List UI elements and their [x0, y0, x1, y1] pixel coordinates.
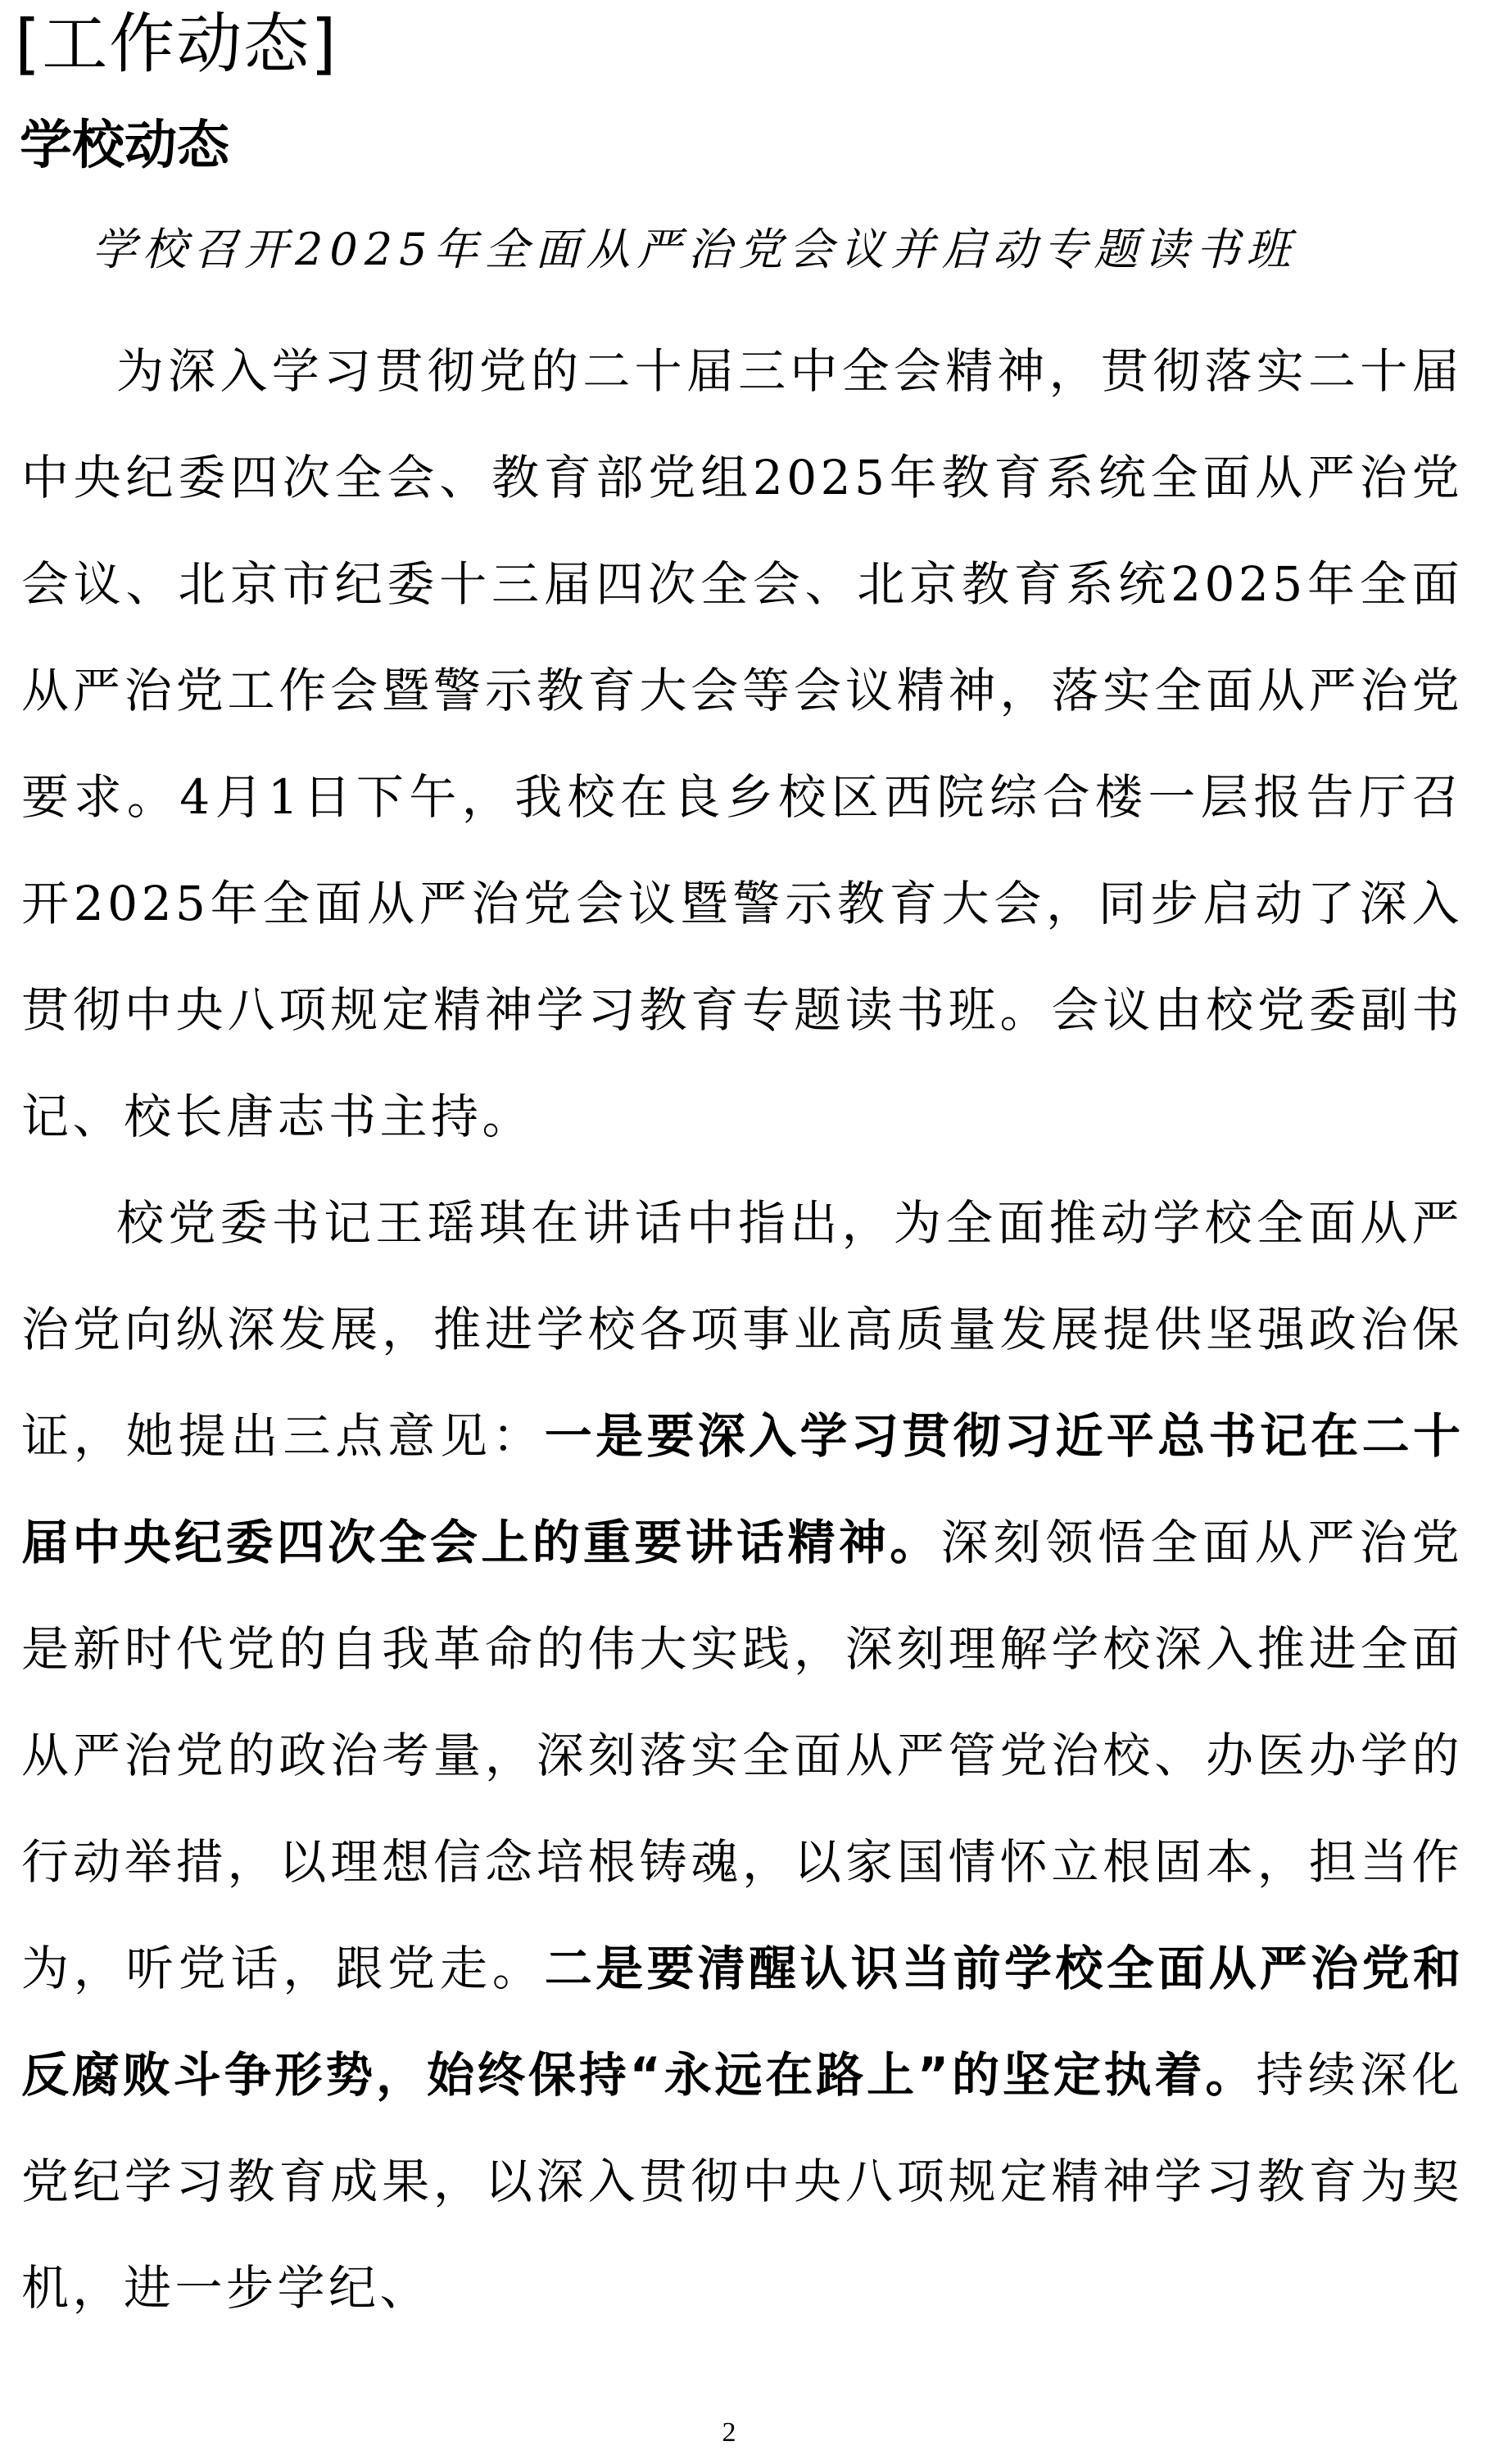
- point-1-heading: 一是要深入学习贯彻习近平总书记在二十届中央纪委四次全会上的重要讲话精神。: [21, 1408, 1463, 1570]
- point-2-text: 持续深化党纪学习教育成果，以深入贯彻中央八项规定精神学习教育为契机，进一步学纪、: [21, 2047, 1463, 2316]
- page-number: 2: [722, 2417, 736, 2448]
- article-title: 学校召开2025年全面从严治党会议并启动专题读书班: [92, 224, 1297, 275]
- article-body: [21, 318, 1463, 2341]
- paragraph-1: 为深入学习贯彻党的二十届三中全会精神，贯彻落实二十届中央纪委四次全会、教育部党组2025年教育系统全面从严治党会议、北京市纪委十三届四次全会、北京教育系统2025年全面从严治党工作会暨警示教育大会等会议精神，落实全面从严治党要求。4月1日下午，我校在良乡校区西院综合楼一层报告厅召开2025年全面从严治党会议暨警示教育大会，同步启动了深入贯彻中央八项规定精神学习教育专题读书班。会议由校党委副书记、校长唐志书主持。: [21, 343, 1463, 1144]
- section-tag: [工作动态]: [15, 6, 338, 82]
- point-1-text: 深刻领悟全面从严治党是新时代党的自我革命的伟大实践，深刻理解学校深入推进全面从严治党的政治考量，深刻落实全面从严管党治校、办医办学的行动举措，以理想信念培根铸魂，以家国情怀立根固本，担当作为，听党话，跟党走。: [21, 1515, 1463, 1996]
- paragraph-2: [21, 1170, 1463, 2341]
- point-2-heading: 二是要清醒认识当前学校全面从严治党和反腐败斗争形势，始终保持“永远在路上”的坚定执着。: [21, 1941, 1463, 2103]
- column-title: 学校动态: [20, 116, 229, 176]
- paragraph-2-intro: 校党委书记王瑶琪在讲话中指出，为全面推动学校全面从严治党向纵深发展，推进学校各项事业高质量发展提供坚强政治保证，她提出三点意见：: [21, 1195, 1463, 1464]
